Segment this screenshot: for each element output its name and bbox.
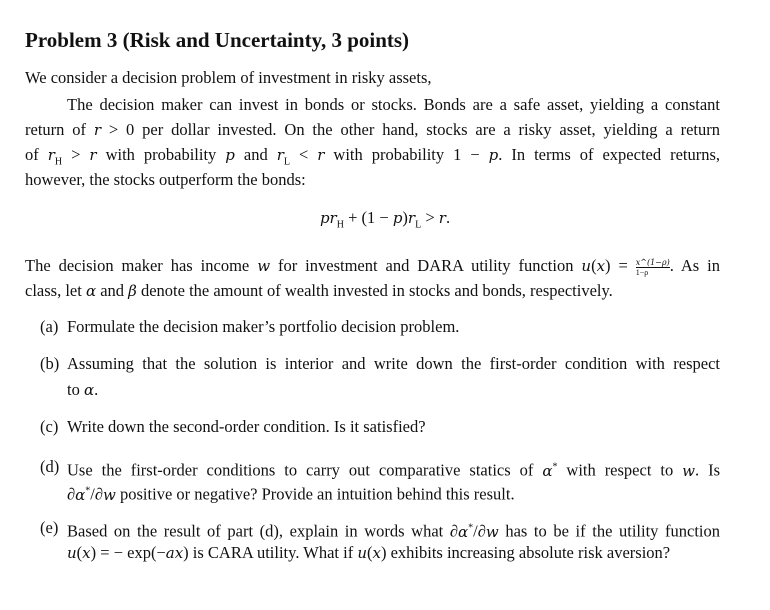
paragraph-line [67, 95, 720, 115]
text-segment: . [94, 380, 99, 399]
text-segment: ) = [605, 256, 636, 275]
math-symbol [75, 485, 90, 504]
fraction-numerator: x^(1−ρ) [635, 257, 670, 267]
item-line [67, 457, 720, 480]
paragraph-line [25, 281, 613, 301]
text-segment: We consider a decision problem of investment in risky assets, [25, 68, 432, 87]
text-segment: The decision maker can invest in bonds or stocks. Bonds are a safe asset, yielding a constant [67, 95, 720, 114]
text-segment: return of [25, 120, 94, 139]
math-symbol [542, 461, 557, 480]
text-segment: has to be if the utility function [498, 521, 721, 541]
item-line [67, 417, 426, 437]
fraction-denominator: 1−ρ [635, 267, 649, 277]
item-label: (a) [40, 317, 59, 336]
item-label: (c) [40, 417, 59, 436]
text-segment: . As in [669, 256, 720, 275]
math-variable: r [407, 209, 416, 227]
paragraph-line [25, 145, 721, 168]
math-symbol [86, 281, 96, 300]
math-variable: α [83, 381, 95, 399]
math-variable: r [438, 209, 446, 227]
item-label: (d) [40, 457, 60, 476]
math-variable: r [47, 146, 55, 164]
text-segment: with respect to [557, 460, 683, 480]
math-variable: ax [165, 544, 184, 562]
math-variable: u [581, 257, 592, 275]
math-variable: α [85, 282, 97, 300]
text-segment: for investment and DARA utility function [270, 256, 582, 275]
text-segment: of [25, 145, 48, 164]
math-variable: r [317, 146, 325, 164]
math-symbol [47, 145, 63, 168]
text-segment: > [62, 145, 90, 164]
text-segment: to [67, 380, 84, 399]
text-segment: > [421, 208, 439, 227]
math-symbol [225, 145, 235, 164]
math-variable: β [128, 282, 137, 300]
text-segment: ) [402, 208, 408, 227]
math-variable: r [89, 146, 97, 164]
text-segment: and [96, 281, 129, 300]
math-variable: p [225, 146, 235, 164]
math-variable: w [682, 461, 695, 480]
subscript: H [54, 156, 63, 168]
math-variable: w [485, 522, 499, 541]
math-symbol [103, 485, 116, 504]
item-line [67, 317, 459, 337]
math-variable: u [357, 544, 367, 562]
text-segment: The decision maker has income [25, 256, 258, 275]
math-symbol [276, 145, 290, 168]
subscript: L [283, 156, 290, 168]
math-variable: w [103, 485, 116, 504]
math-variable: p [392, 209, 403, 227]
math-variable: pr [319, 209, 337, 227]
math-symbol [82, 543, 90, 562]
text-segment: /∂ [473, 521, 486, 541]
text-segment: positive or negative? Provide an intuition behind this result. [115, 484, 515, 504]
item-line [67, 518, 721, 541]
text-segment: however, the stocks outperform the bonds: [25, 170, 306, 189]
math-variable: w [257, 257, 271, 275]
paragraph-line [25, 170, 306, 190]
math-symbol [489, 145, 499, 164]
superscript: * [85, 485, 91, 496]
text-segment: . In terms of expected returns, [498, 145, 721, 164]
math-symbol [486, 522, 499, 541]
math-symbol [393, 208, 403, 227]
math-variable: r [93, 121, 102, 139]
item-line [67, 543, 670, 563]
subscript: H [336, 219, 344, 231]
intro-line [25, 68, 432, 88]
text-segment: . [445, 208, 451, 227]
text-segment: /∂ [90, 484, 104, 504]
math-symbol [67, 543, 77, 562]
item-line [67, 354, 720, 374]
math-symbol [257, 256, 270, 275]
text-segment: ( [76, 543, 83, 562]
superscript: * [468, 522, 474, 533]
math-symbol [319, 208, 344, 231]
math-variable: x [596, 257, 606, 275]
math-symbol [128, 281, 137, 300]
text-segment: with probability [96, 145, 226, 164]
text-segment: + (1 − [343, 208, 393, 227]
text-segment: Assuming that the solution is interior and write down the first-order condition with respect [67, 354, 720, 373]
text-segment: denote the amount of wealth invested in stocks and bonds, respectively. [136, 281, 613, 300]
item-label: (b) [40, 354, 60, 373]
math-variable: x [372, 544, 381, 562]
math-symbol [94, 120, 101, 139]
math-symbol [89, 145, 96, 164]
math-variable: α [458, 522, 469, 541]
text-segment: Based on the result of part (d), explain in words what ∂ [67, 521, 458, 541]
text-segment: Use the first-order conditions to carry out comparative statics of [67, 460, 543, 480]
math-variable: α [542, 461, 553, 480]
problem-title: Problem 3 (Risk and Uncertainty, 3 points) [25, 28, 410, 52]
math-symbol [357, 543, 367, 562]
text-segment: class, let [25, 281, 86, 300]
math-symbol [166, 543, 183, 562]
math-variable: α [75, 485, 86, 504]
math-variable: u [67, 544, 77, 562]
text-segment: < [289, 145, 318, 164]
paragraph-line [25, 120, 720, 140]
math-symbol [458, 522, 473, 541]
superscript: * [552, 461, 558, 472]
subscript: L [415, 219, 422, 231]
item-line [67, 481, 515, 504]
math-variable: x [82, 544, 91, 562]
text-segment: > 0 per dollar invested. On the other hand, stocks are a risky asset, yielding a return [101, 120, 720, 139]
math-symbol [84, 380, 94, 399]
text-segment: ) is CARA utility. What if [183, 543, 358, 562]
text-segment: ( [591, 256, 597, 275]
text-segment: Write down the second-order condition. Is it satisfied? [67, 417, 426, 436]
text-segment: Formulate the decision maker’s portfolio decision problem. [67, 317, 460, 336]
math-variable: p [488, 146, 499, 164]
text-segment: ( [367, 543, 373, 562]
text-segment: ) exhibits increasing absolute risk aversion? [380, 543, 671, 562]
item-line [67, 380, 98, 400]
math-symbol [581, 256, 591, 275]
math-symbol [439, 208, 446, 227]
text-segment: . Is [695, 460, 720, 480]
math-variable: r [276, 146, 284, 164]
fraction [636, 258, 670, 277]
math-symbol [682, 461, 695, 480]
math-symbol [407, 208, 422, 231]
paragraph-line [25, 256, 720, 276]
text-segment: ) = − exp(− [90, 543, 166, 562]
text-segment: with probability 1 − [324, 145, 489, 164]
math-symbol [373, 543, 381, 562]
text-segment: ∂ [67, 484, 76, 504]
expected-return-equation [0, 208, 770, 230]
text-segment: and [234, 145, 277, 164]
math-symbol [597, 256, 605, 275]
item-label: (e) [40, 518, 59, 537]
